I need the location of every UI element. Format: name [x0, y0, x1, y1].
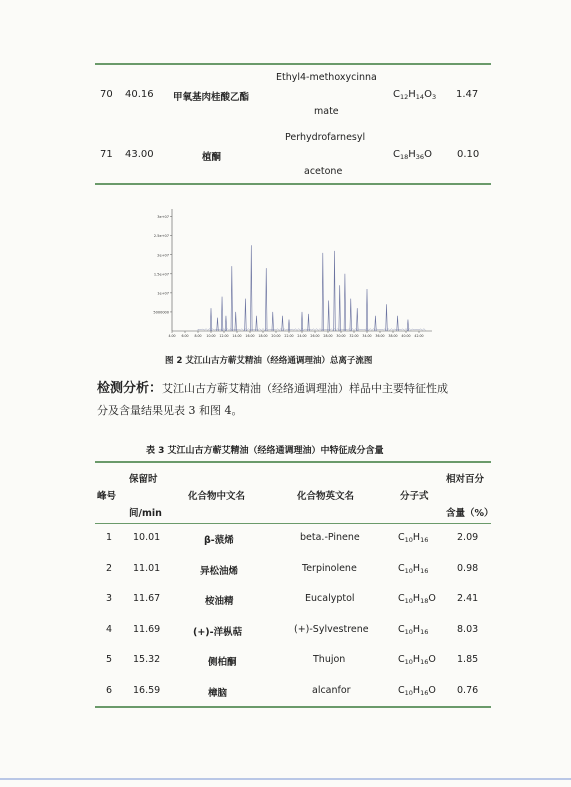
peak-number: 3: [106, 593, 113, 604]
english-name: Terpinolene: [302, 562, 357, 574]
chromatogram-peak: [334, 251, 336, 331]
x-tick-label: 30.00: [336, 334, 346, 338]
chromatogram-peak: [356, 308, 358, 331]
chromatogram-peak: [265, 268, 267, 331]
header-cn-name: 化合物中文名: [188, 491, 246, 502]
english-name-line2: mate: [314, 106, 339, 117]
chromatogram-peak: [350, 299, 352, 331]
page-edge-line: [0, 778, 571, 780]
table-top-rule: [95, 63, 491, 65]
relative-percent: 1.85: [457, 654, 479, 665]
retention-time: 43.00: [125, 149, 154, 160]
peak-number: 2: [106, 562, 113, 574]
english-name-line1: Perhydrofarnesyl: [285, 132, 366, 143]
figure-2-caption: 图 2 艾江山古方蕲艾精油（经络通调理油）总离子流图: [165, 356, 373, 366]
peak-number: 5: [106, 654, 113, 665]
relative-percent: 0.10: [457, 149, 480, 160]
peak-number: 4: [106, 623, 113, 635]
x-tick-label: 8.00: [194, 334, 202, 338]
english-name: beta.-Pinene: [300, 532, 360, 543]
chromatogram-peak: [288, 320, 290, 331]
english-name-line2: acetone: [304, 166, 343, 177]
header-rt-line1: 保留时: [129, 474, 158, 485]
x-tick-label: 42.00: [414, 334, 424, 338]
x-tick-label: 22.00: [284, 334, 294, 338]
x-tick-label: 12.00: [219, 334, 229, 338]
relative-percent: 2.41: [457, 593, 479, 604]
retention-time: 11.01: [133, 562, 161, 574]
chromatogram-peak: [328, 301, 330, 332]
english-name: alcanfor: [312, 684, 351, 696]
y-tick-label: 1.5e+07: [153, 272, 169, 277]
relative-percent: 1.47: [456, 89, 479, 100]
x-tick-label: 28.00: [323, 334, 333, 338]
english-name: Eucalyptol: [305, 593, 355, 604]
header-pct-line2: 含量（%）: [446, 508, 494, 519]
x-tick-label: 26.00: [310, 334, 320, 338]
chromatogram-peak: [397, 316, 399, 331]
x-tick-label: 18.00: [258, 334, 268, 338]
chinese-name: (+)-洋枞萜: [193, 626, 243, 638]
x-tick-label: 38.00: [388, 334, 398, 338]
chromatogram-peak: [282, 316, 284, 331]
table3-header-rule: [95, 523, 491, 524]
retention-time: 11.69: [133, 623, 161, 635]
chinese-name: 樟脑: [208, 687, 228, 699]
chromatogram-peak: [245, 299, 247, 331]
peak-number: 1: [106, 532, 113, 543]
chromatogram-peak: [217, 318, 219, 331]
y-tick-label: 1e+07: [157, 291, 169, 296]
chromatogram-peak: [322, 253, 324, 331]
molecular-formula: $C_{10}H_{16}$: [398, 562, 429, 575]
relative-percent: 2.09: [457, 532, 479, 543]
chromatogram-peak: [344, 274, 346, 331]
chromatogram-peak: [235, 312, 237, 331]
peak-number: 70: [100, 89, 113, 100]
chromatogram-peak: [231, 266, 233, 331]
chromatogram-peak: [210, 308, 212, 331]
chinese-name: 桉油精: [205, 596, 234, 607]
x-tick-label: 34.00: [362, 334, 372, 338]
paragraph-text-2: 分及含量结果见表 3 和图 4。: [97, 404, 243, 417]
paragraph-text-1: 艾江山古方蕲艾精油（经络通调理油）样品中主要特征性成: [162, 382, 449, 395]
table-bottom-rule: [95, 183, 491, 185]
chromatogram-peak: [308, 314, 310, 331]
chinese-name: 甲氧基肉桂酸乙酯: [173, 92, 250, 103]
x-tick-label: 32.00: [349, 334, 359, 338]
peak-number: 71: [100, 149, 113, 160]
peak-number: 6: [106, 684, 113, 696]
retention-time: 11.67: [133, 593, 161, 604]
header-en-name: 化合物英文名: [297, 491, 355, 502]
retention-time: 16.59: [133, 684, 161, 696]
baseline-trace: [198, 329, 426, 331]
y-tick-label: 3e+07: [157, 215, 169, 220]
chromatogram-peak: [366, 289, 368, 331]
chromatogram-peak: [272, 312, 274, 331]
x-tick-label: 20.00: [271, 334, 281, 338]
molecular-formula: $C_{10}H_{16}$: [398, 532, 429, 544]
table3-top-rule: [95, 461, 491, 463]
chinese-name: β-蒎烯: [204, 535, 234, 546]
paragraph-lead: 检测分析：: [97, 381, 163, 396]
chromatogram-peak: [221, 297, 223, 331]
retention-time: 40.16: [125, 89, 154, 100]
molecular-formula: $C_{10}H_{16}$: [398, 623, 429, 636]
molecular-formula: $C_{10}H_{18}O$: [398, 593, 436, 605]
x-tick-label: 14.00: [232, 334, 242, 338]
analysis-paragraph: [97, 378, 497, 422]
relative-percent: 0.98: [457, 562, 479, 574]
chinese-name: 侧柏酮: [208, 657, 237, 668]
header-rt-line2: 间/min: [129, 508, 162, 519]
english-name-line1: Ethyl4-methoxycinna: [276, 72, 377, 83]
chinese-name: 植酮: [202, 152, 222, 163]
x-tick-label: 40.00: [401, 334, 411, 338]
table3-bottom-rule: [95, 706, 491, 708]
table-3-title: 表 3 艾江山古方蕲艾精油（经络通调理油）中特征成分含量: [146, 446, 384, 456]
molecular-formula: $C_{10}H_{16}O$: [398, 654, 436, 666]
chromatogram-peak: [339, 285, 341, 331]
chromatogram-peak: [251, 245, 253, 331]
chinese-name: 异松油烯: [200, 565, 239, 577]
retention-time: 10.01: [133, 532, 161, 543]
english-name: Thujon: [313, 654, 346, 665]
molecular-formula: $C_{12}H_{14}O_3$: [393, 89, 437, 101]
x-tick-label: 4.00: [168, 334, 176, 338]
x-tick-label: 24.00: [297, 334, 307, 338]
total-ion-chromatogram: [150, 203, 435, 343]
chromatogram-peak: [256, 316, 258, 331]
header-formula: 分子式: [400, 491, 429, 502]
header-peak-no: 峰号: [97, 491, 117, 502]
relative-percent: 0.76: [457, 684, 479, 696]
english-name: (+)-Sylvestrene: [294, 623, 369, 635]
y-tick-label: 2.5e+07: [153, 234, 169, 239]
retention-time: 15.32: [133, 654, 161, 665]
header-pct-line1: 相对百分: [446, 474, 485, 485]
chromatogram-peak: [386, 304, 388, 331]
molecular-formula: $C_{10}H_{16}O$: [398, 684, 436, 697]
relative-percent: 8.03: [457, 623, 479, 635]
molecular-formula: $C_{18}H_{36}O$: [393, 149, 432, 161]
y-tick-label: 5000000: [153, 310, 169, 315]
x-tick-label: 16.00: [245, 334, 255, 338]
chromatogram-peak: [375, 316, 377, 331]
x-tick-label: 6.00: [181, 334, 189, 338]
x-tick-label: 36.00: [375, 334, 385, 338]
chromatogram-peak: [225, 316, 227, 331]
chromatogram-peak: [301, 312, 303, 331]
chromatogram-peak: [407, 320, 409, 331]
x-tick-label: 10.00: [206, 334, 216, 338]
y-tick-label: 2e+07: [157, 253, 169, 258]
